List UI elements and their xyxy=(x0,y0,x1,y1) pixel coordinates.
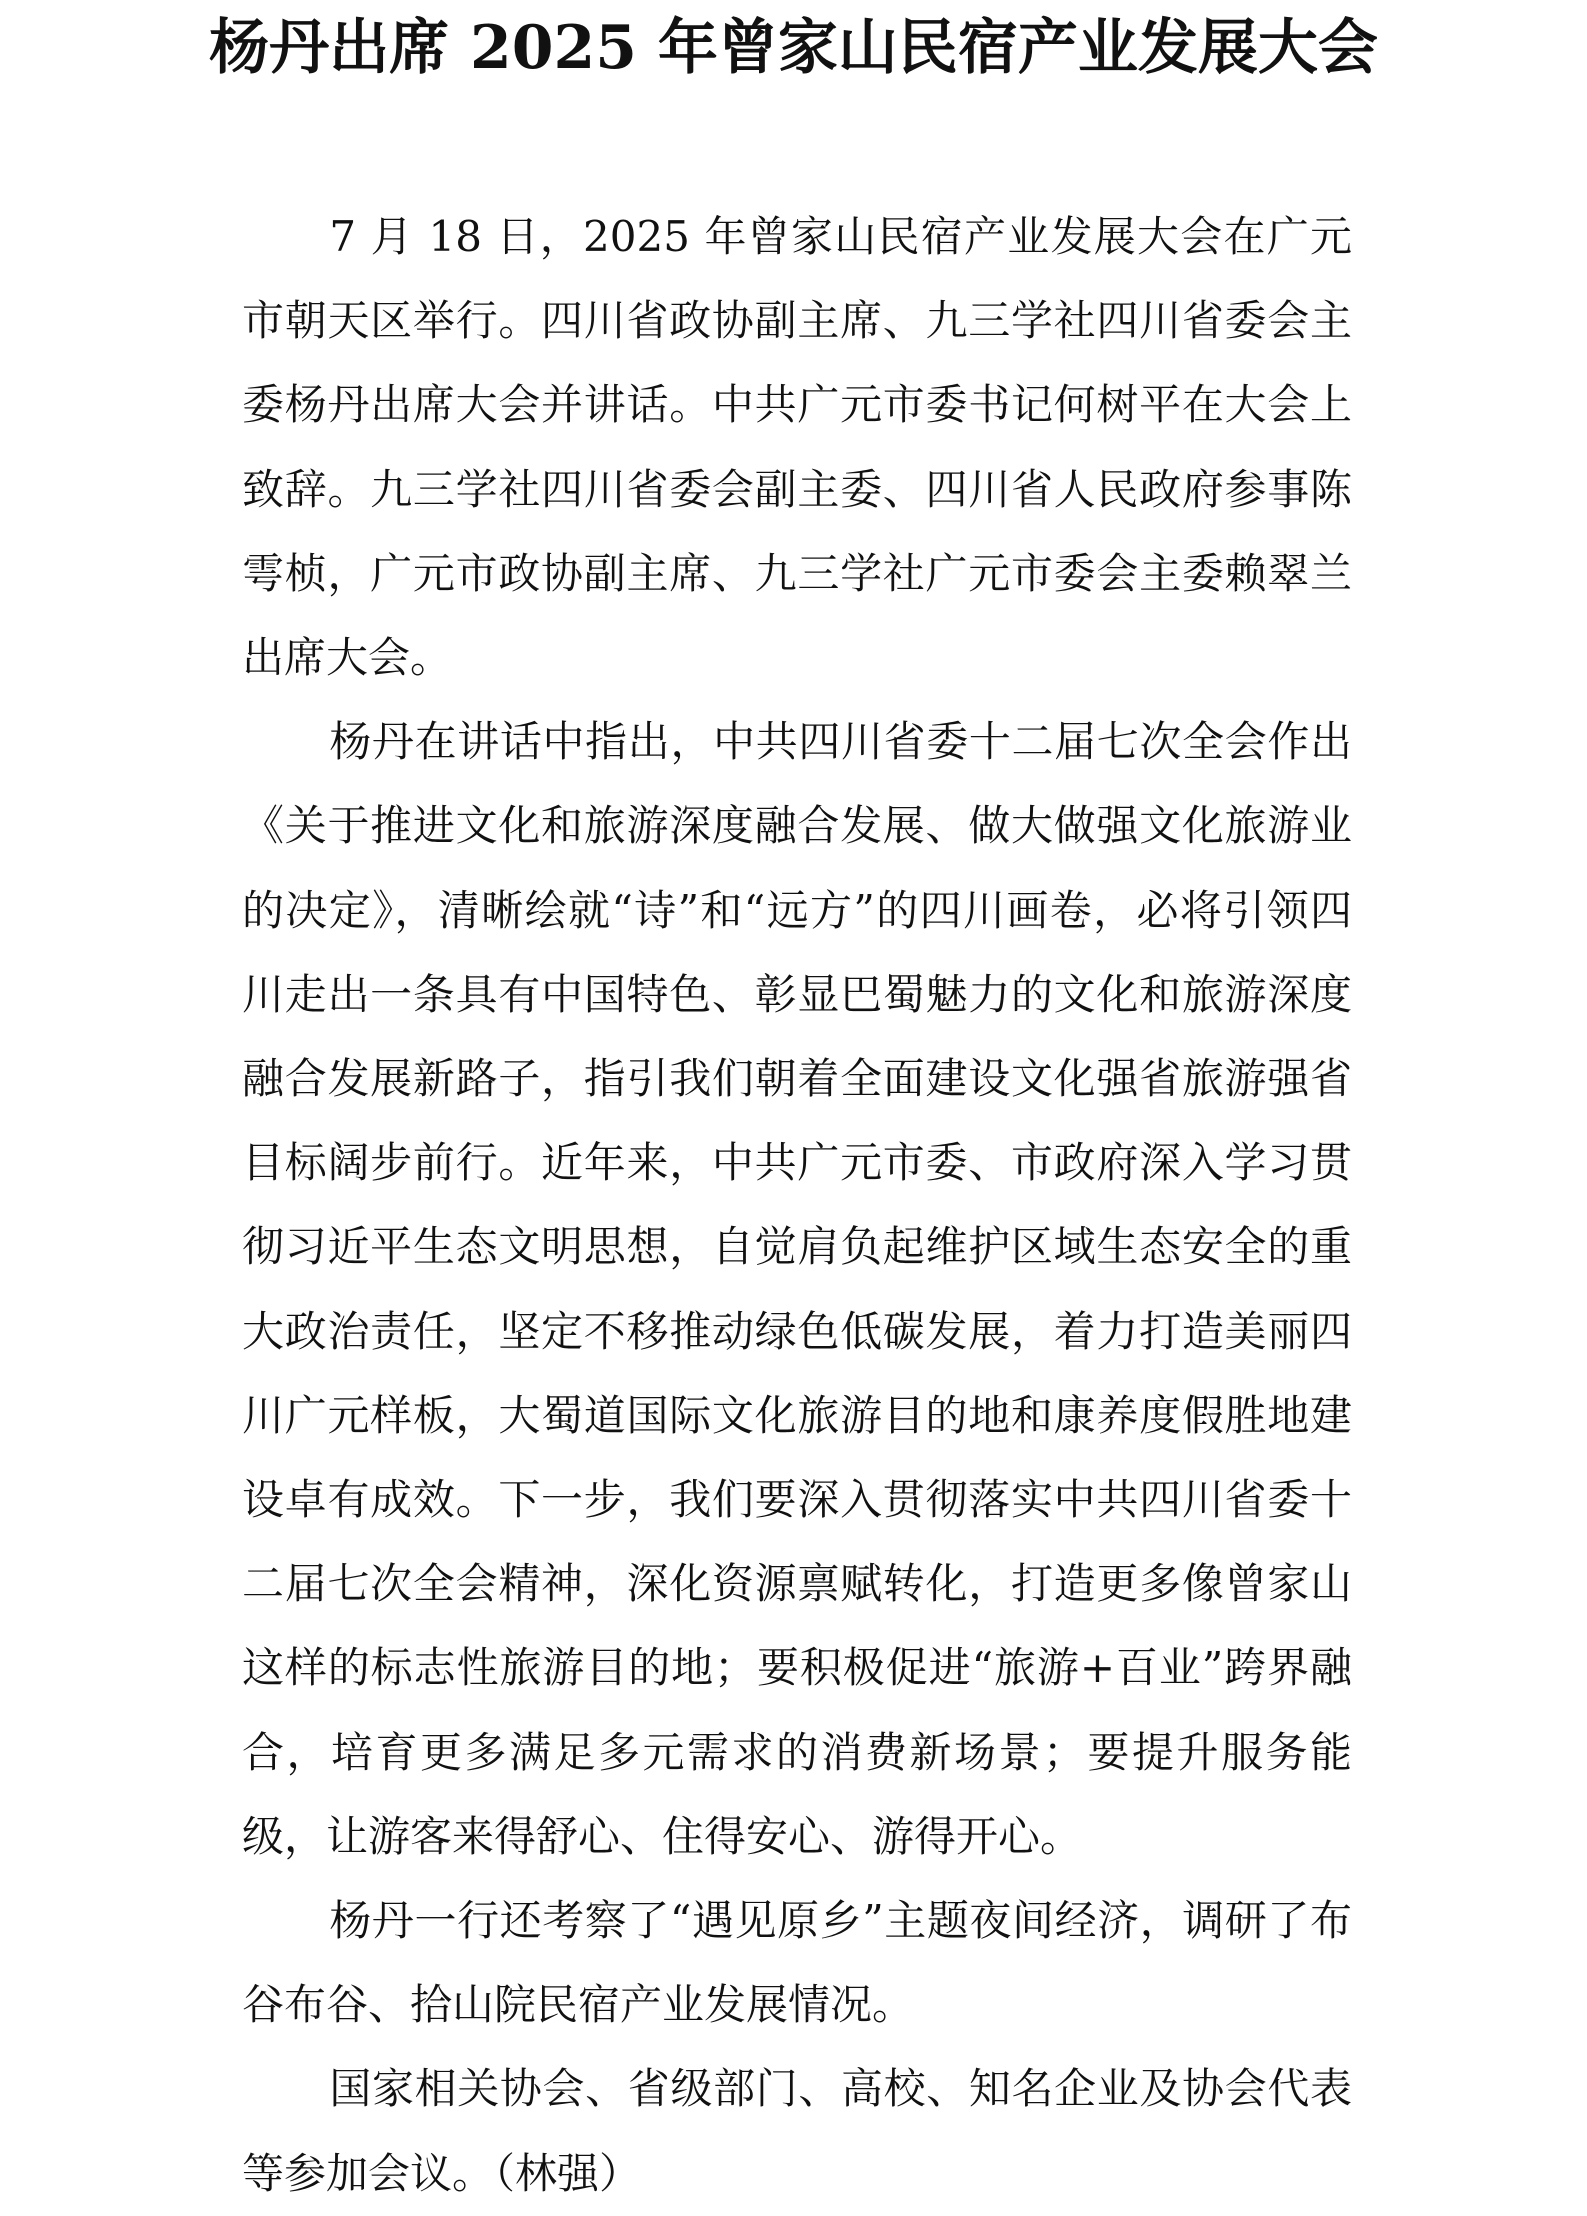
article-paragraph-2: 杨丹在讲话中指出，中共四川省委十二届七次全会作出《关于推进文化和旅游深度融合发展、做大做强文化旅游业的决定》，清晰绘就“诗”和“远方”的四川画卷，必将引领四川走出一条具有中国特色、彰显巴蜀魅力的文化和旅游深度融合发展新路子，指引我们朝着全面建设文化强省旅游强省目标阔步前行。近年来，中共广元市委、市政府深入学习贯彻习近平生态文明思想，自觉肩负起维护区域生态安全的重大政治责任，坚定不移推动绿色低碳发展，着力打造美丽四川广元样板，大蜀道国际文化旅游目的地和康养度假胜地建设卓有成效。下一步，我们要深入贯彻落实中共四川省委十二届七次全会精神，深化资源禀赋转化，打造更多像曾家山这样的标志性旅游目的地；要积极促进“旅游+百业”跨界融合，培育更多满足多元需求的消费新场景；要提升服务能级，让游客来得舒心、住得安心、游得开心。 xyxy=(242,717,1352,1861)
article-body xyxy=(242,195,1352,2216)
article-paragraph-1: 7 月 18 日，2025 年曾家山民宿产业发展大会在广元市朝天区举行。四川省政协副主席、九三学社四川省委会主委杨丹出席大会并讲话。中共广元市委书记何树平在大会上致辞。九三学社四川省委会副主委、四川省人民政府参事陈雩桢，广元市政协副主席、九三学社广元市委会主委赖翠兰出席大会。 xyxy=(242,212,1352,683)
article-paragraph-3: 杨丹一行还考察了“遇见原乡”主题夜间经济，调研了布谷布谷、拾山院民宿产业发展情况。 xyxy=(242,1896,1352,2030)
article-title: 杨丹出席 2025 年曾家山民宿产业发展大会 xyxy=(209,13,1378,83)
article-paragraph-4: 国家相关协会、省级部门、高校、知名企业及协会代表等参加会议。（林强） xyxy=(242,2064,1352,2198)
